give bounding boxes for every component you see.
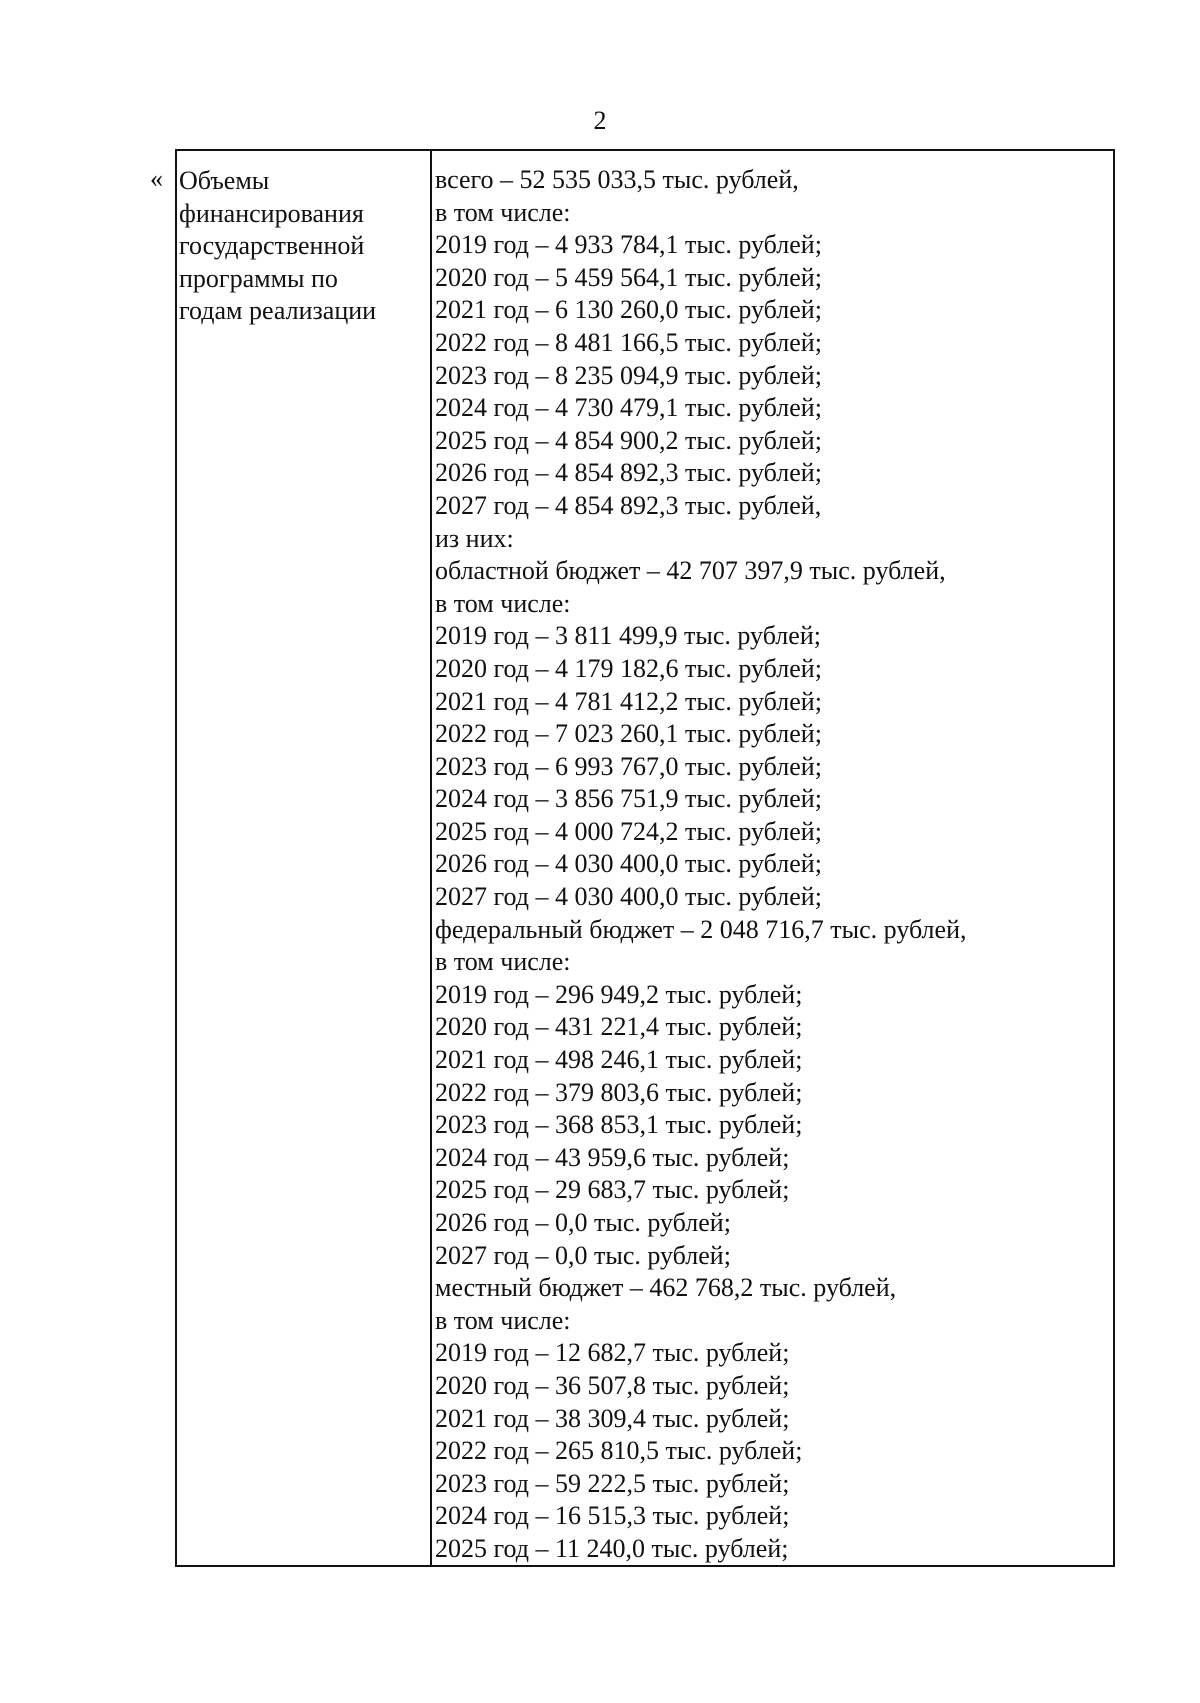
value-line: 2024 год – 4 730 479,1 тыс. рублей; <box>435 393 822 423</box>
value-line: 2023 год – 8 235 094,9 тыс. рублей; <box>435 360 822 390</box>
value-line: федеральный бюджет – 2 048 716,7 тыс. рублей, <box>435 914 967 944</box>
value-line: 2021 год – 498 246,1 тыс. рублей; <box>435 1045 803 1075</box>
value-line: 2026 год – 4 854 892,3 тыс. рублей; <box>435 458 822 488</box>
value-line: в том числе: <box>435 1305 571 1335</box>
value-line: 2019 год – 12 682,7 тыс. рублей; <box>435 1338 790 1368</box>
value-line: 2023 год – 59 222,5 тыс. рублей; <box>435 1468 790 1498</box>
value-line: 2022 год – 265 810,5 тыс. рублей; <box>435 1436 803 1466</box>
value-line: 2025 год – 4 000 724,2 тыс. рублей; <box>435 816 822 846</box>
value-line: 2020 год – 5 459 564,1 тыс. рублей; <box>435 262 822 292</box>
value-line: 2025 год – 11 240,0 тыс. рублей; <box>435 1533 789 1563</box>
label-line: финансирования <box>179 198 364 228</box>
value-line: всего – 52 535 033,5 тыс. рублей, <box>435 165 799 194</box>
page-number: 2 <box>593 106 607 135</box>
label-line: годам реализации <box>179 296 377 325</box>
value-line: 2023 год – 368 853,1 тыс. рублей; <box>435 1110 803 1140</box>
value-line: 2019 год – 3 811 499,9 тыс. рублей; <box>435 621 821 651</box>
value-line: 2024 год – 16 515,3 тыс. рублей; <box>435 1501 790 1531</box>
value-line: 2022 год – 8 481 166,5 тыс. рублей; <box>435 327 822 357</box>
value-line: 2022 год – 379 803,6 тыс. рублей; <box>435 1077 803 1107</box>
value-line: 2025 год – 4 854 900,2 тыс. рублей; <box>435 425 822 455</box>
value-cell <box>432 151 1113 1565</box>
value-line: 2024 год – 3 856 751,9 тыс. рублей; <box>435 784 822 814</box>
value-line: 2027 год – 4 030 400,0 тыс. рублей; <box>435 882 822 912</box>
value-line: 2024 год – 43 959,6 тыс. рублей; <box>435 1142 790 1172</box>
value-line: 2022 год – 7 023 260,1 тыс. рублей; <box>435 719 822 749</box>
value-line: 2025 год – 29 683,7 тыс. рублей; <box>435 1175 790 1205</box>
value-line: 2021 год – 38 309,4 тыс. рублей; <box>435 1403 790 1433</box>
value-line: 2020 год – 4 179 182,6 тыс. рублей; <box>435 653 822 683</box>
value-line: 2021 год – 4 781 412,2 тыс. рублей; <box>435 686 822 716</box>
value-line: 2026 год – 4 030 400,0 тыс. рублей; <box>435 849 822 879</box>
label-line: государственной <box>179 231 365 260</box>
value-line: в том числе: <box>435 947 571 977</box>
value-line: 2023 год – 6 993 767,0 тыс. рублей; <box>435 751 822 781</box>
value-line: 2019 год – 296 949,2 тыс. рублей; <box>435 979 803 1009</box>
label-line: программы по <box>179 263 338 293</box>
value-line: 2021 год – 6 130 260,0 тыс. рублей; <box>435 295 822 325</box>
value-line: 2027 год – 0,0 тыс. рублей; <box>435 1240 731 1270</box>
label-cell <box>177 151 432 1565</box>
value-line: из них: <box>435 523 514 553</box>
value-line: 2026 год – 0,0 тыс. рублей; <box>435 1208 731 1237</box>
opening-quote-mark: « <box>150 164 163 193</box>
value-line: 2020 год – 431 221,4 тыс. рублей; <box>435 1012 803 1042</box>
value-line: 2027 год – 4 854 892,3 тыс. рублей, <box>435 490 822 520</box>
value-line: в том числе: <box>435 197 571 227</box>
financing-table <box>175 149 1115 1567</box>
value-line: 2019 год – 4 933 784,1 тыс. рублей; <box>435 230 822 260</box>
value-line: 2020 год – 36 507,8 тыс. рублей; <box>435 1370 790 1400</box>
value-line: местный бюджет – 462 768,2 тыс. рублей, <box>435 1273 897 1303</box>
value-line: областной бюджет – 42 707 397,9 тыс. рублей, <box>435 556 946 586</box>
label-line: Объемы <box>179 166 270 195</box>
value-line: в том числе: <box>435 588 571 618</box>
